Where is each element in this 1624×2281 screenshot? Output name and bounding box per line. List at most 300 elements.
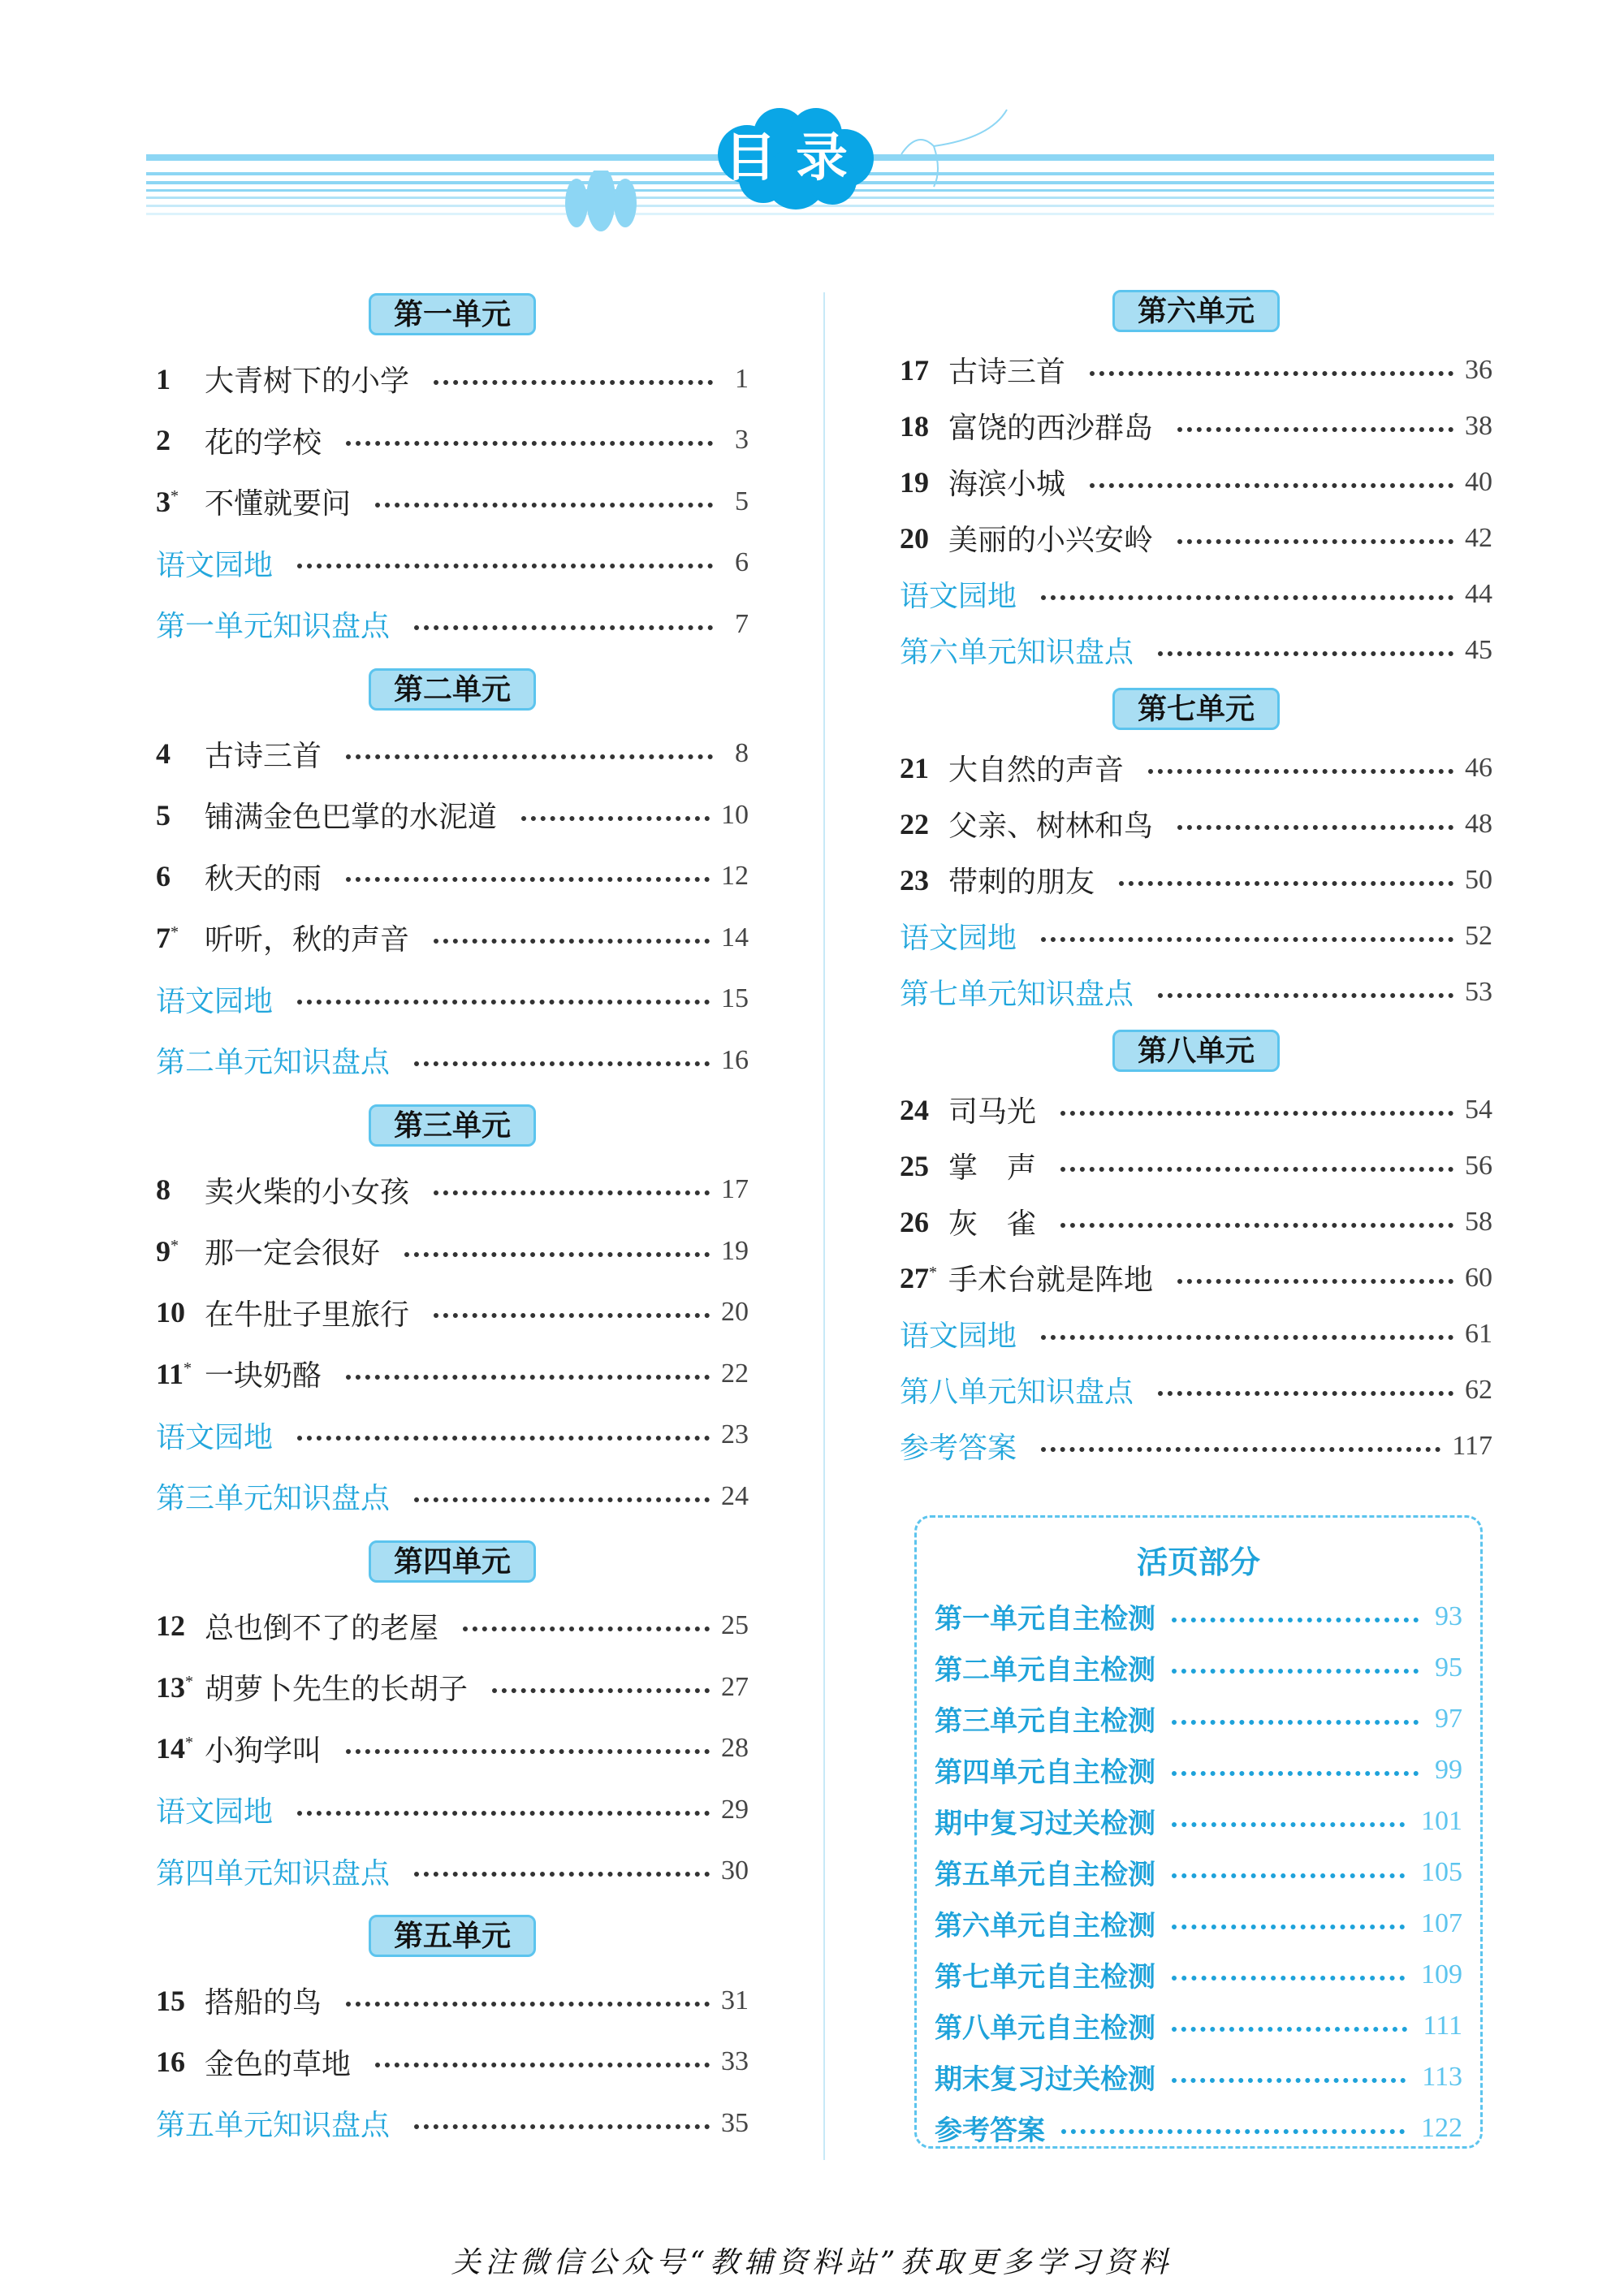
entry-page: 24: [721, 1480, 749, 1511]
entry-title: 富饶的西沙群岛: [948, 412, 1154, 445]
toc-entry[interactable]: [900, 1250, 1492, 1306]
entry-star: *: [184, 1359, 192, 1377]
unit-badge: 第三单元: [369, 1104, 536, 1147]
entry-title: 卖火柴的小女孩: [205, 1175, 410, 1209]
dot-leader: [1172, 1822, 1405, 1827]
entry-page: 40: [1465, 466, 1492, 497]
entry-title: 胡萝卜先生的长胡子: [205, 1673, 469, 1707]
entry-title: 掌 声: [948, 1151, 1037, 1185]
dot-leader: [414, 1497, 710, 1502]
entry-page: 56: [1465, 1150, 1492, 1181]
dot-leader: [1172, 1771, 1419, 1776]
toc-left-column: [156, 280, 749, 2154]
entry-title: 古诗三首: [948, 356, 1066, 389]
dot-leader: [1041, 1447, 1440, 1452]
entry-title: 美丽的小兴安岭: [948, 524, 1154, 557]
entry-title: 带刺的朋友: [948, 866, 1095, 899]
entry-number: [156, 1357, 205, 1391]
entry-number: [156, 485, 205, 519]
dot-leader: [1177, 825, 1453, 830]
toc-right-column: [900, 280, 1492, 1474]
toc-entry[interactable]: [156, 1343, 749, 1405]
entry-title: 语文园地: [900, 580, 1017, 613]
entry-number-text: 6: [156, 860, 171, 893]
dot-leader: [1158, 651, 1453, 656]
unit-heading: [900, 678, 1492, 740]
entry-number: [156, 921, 205, 955]
entry-page: 38: [1465, 410, 1492, 441]
entry-number-text: 23: [900, 863, 929, 896]
dot-leader: [297, 564, 713, 568]
entry-page: 44: [1465, 578, 1492, 609]
entry-title: 语文园地: [156, 548, 274, 582]
toc-entry[interactable]: [900, 622, 1492, 678]
entry-number: [900, 521, 948, 555]
entry-number: [900, 1093, 948, 1127]
dot-leader: [1172, 2027, 1407, 2032]
entry-number: [156, 1731, 205, 1765]
entry-number-text: 20: [900, 521, 929, 555]
dot-leader: [1119, 881, 1453, 886]
entry-title: 秋天的雨: [205, 862, 322, 896]
entry-page: 113: [1422, 2061, 1462, 2092]
toc-entry[interactable]: [900, 1418, 1492, 1474]
entry-title: 海滨小城: [948, 468, 1066, 501]
entry-number-text: 3: [156, 485, 171, 518]
entry-page: 30: [721, 1855, 749, 1886]
entry-title: 灰 雀: [948, 1207, 1037, 1241]
entry-title: 第七单元知识盘点: [900, 978, 1134, 1011]
entry-star: *: [185, 1734, 193, 1752]
dot-leader: [1060, 1167, 1453, 1172]
toc-entry[interactable]: [156, 1030, 749, 1091]
toc-entry[interactable]: [900, 852, 1492, 908]
entry-title: 期中复习过关检测: [935, 1808, 1155, 1840]
dot-leader: [1060, 1223, 1453, 1228]
toc-entry[interactable]: [156, 784, 749, 846]
entry-page: 28: [721, 1733, 749, 1764]
entry-page: 53: [1465, 976, 1492, 1007]
dot-leader: [463, 1627, 710, 1631]
entry-number: [900, 751, 948, 785]
entry-title: 第四单元知识盘点: [156, 1856, 391, 1890]
toc-entry[interactable]: [156, 471, 749, 533]
unit-badge: 第二单元: [369, 668, 536, 711]
entry-page: 20: [721, 1297, 749, 1328]
toc-entry[interactable]: [900, 566, 1492, 622]
toc-entry[interactable]: [156, 1970, 749, 2032]
entry-page: 22: [721, 1358, 749, 1389]
toc-entry[interactable]: [900, 342, 1492, 398]
dot-leader: [1172, 1720, 1419, 1725]
entry-number-text: 25: [900, 1149, 929, 1182]
entry-number-text: 5: [156, 798, 171, 832]
dot-leader: [434, 939, 710, 944]
entry-number-text: 15: [156, 1984, 185, 2017]
entry-title: 第一单元自主检测: [935, 1603, 1155, 1635]
entry-page: 16: [721, 1044, 749, 1075]
flower-decoration-icon: [560, 171, 641, 252]
loose-leaf-entry[interactable]: [935, 2000, 1462, 2051]
entry-page: 17: [721, 1174, 749, 1205]
entry-page: 95: [1435, 1652, 1462, 1683]
entry-number: [156, 2045, 205, 2079]
unit-badge: 第七单元: [1112, 688, 1280, 730]
dot-leader: [346, 1375, 710, 1380]
entry-number-text: 12: [156, 1609, 185, 1643]
toc-entry[interactable]: [900, 1082, 1492, 1138]
dot-leader: [346, 2002, 710, 2007]
toc-entry[interactable]: [156, 969, 749, 1030]
dot-leader: [297, 1811, 710, 1816]
toc-entry[interactable]: [156, 1405, 749, 1467]
dot-leader: [1158, 993, 1453, 998]
dot-leader: [297, 1436, 710, 1441]
entry-page: 27: [721, 1671, 749, 1702]
toc-entry[interactable]: [900, 740, 1492, 796]
toc-entry[interactable]: [900, 796, 1492, 852]
toc-entry[interactable]: [156, 907, 749, 969]
entry-number: [156, 1670, 205, 1704]
entry-number: [156, 1173, 205, 1207]
entry-page: 6: [735, 547, 749, 578]
dot-leader: [346, 877, 710, 882]
loose-leaf-title: 活页部分: [1136, 1544, 1260, 1580]
entry-title: 参考答案: [900, 1432, 1017, 1465]
entry-title: 司马光: [948, 1095, 1037, 1129]
unit-badge: 第八单元: [1112, 1030, 1280, 1072]
dot-leader: [521, 816, 710, 821]
unit-heading: [156, 1902, 749, 1970]
entry-number: [156, 423, 205, 457]
entry-page: 111: [1423, 2010, 1462, 2041]
entry-star: *: [171, 1236, 179, 1255]
unit-badge: 第四单元: [369, 1540, 536, 1583]
entry-number-text: 1: [156, 362, 171, 395]
loose-leaf-entry[interactable]: [935, 2051, 1462, 2102]
toc-entry[interactable]: [900, 964, 1492, 1020]
toc-entry[interactable]: [156, 1220, 749, 1282]
toc-entry[interactable]: [900, 454, 1492, 510]
entry-number: [156, 1234, 205, 1268]
entry-number: [900, 863, 948, 897]
unit-heading: [900, 280, 1492, 342]
toc-entry[interactable]: [156, 348, 749, 410]
entry-number-text: 14: [156, 1732, 185, 1765]
toc-entry[interactable]: [156, 1779, 749, 1841]
entry-number-text: 2: [156, 424, 171, 457]
dot-leader: [346, 754, 713, 759]
entry-title: 参考答案: [935, 2115, 1045, 2147]
unit-badge: 第六单元: [1112, 290, 1280, 332]
toc-entry[interactable]: [156, 724, 749, 785]
entry-page: 15: [721, 983, 749, 1014]
dot-leader: [1172, 1669, 1419, 1674]
toc-entry[interactable]: [156, 846, 749, 908]
entry-page: 61: [1465, 1318, 1492, 1349]
entry-page: 62: [1465, 1374, 1492, 1405]
loose-leaf-entry[interactable]: [935, 1642, 1462, 1693]
entry-number-text: 27: [900, 1261, 929, 1294]
dot-leader: [1177, 539, 1453, 544]
entry-page: 54: [1465, 1094, 1492, 1125]
entry-number-text: 11: [156, 1357, 184, 1390]
entry-title: 一块奶酪: [205, 1359, 322, 1393]
entry-page: 50: [1465, 864, 1492, 895]
entry-page: 7: [735, 608, 749, 639]
toc-entry[interactable]: [900, 908, 1492, 964]
toc-entry[interactable]: [156, 1282, 749, 1344]
dot-leader: [404, 1252, 710, 1257]
entry-title: 总也倒不了的老屋: [205, 1611, 439, 1645]
unit-badge: 第一单元: [369, 293, 536, 335]
entry-page: 1: [735, 363, 749, 394]
toc-entry[interactable]: [156, 1160, 749, 1221]
entry-page: 8: [735, 738, 749, 769]
entry-number-text: 9: [156, 1234, 171, 1268]
dot-leader: [414, 1872, 710, 1877]
unit-heading: [156, 1527, 749, 1596]
entry-page: 33: [721, 2046, 749, 2077]
entry-page: 97: [1435, 1703, 1462, 1734]
entry-page: 5: [735, 486, 749, 516]
entry-number: [900, 807, 948, 841]
toc-entry[interactable]: [900, 1306, 1492, 1362]
entry-title: 古诗三首: [205, 739, 322, 773]
entry-page: 36: [1465, 354, 1492, 385]
entry-number: [900, 409, 948, 443]
entry-number: [900, 353, 948, 387]
loose-leaf-entry[interactable]: [935, 1898, 1462, 1949]
entry-page: 93: [1435, 1601, 1462, 1631]
entry-title: 在牛肚子里旅行: [205, 1298, 410, 1332]
dot-leader: [434, 1313, 710, 1318]
entry-title: 大青树下的小学: [205, 365, 410, 399]
dot-leader: [1172, 1618, 1419, 1622]
entry-title: 搭船的鸟: [205, 1986, 322, 2020]
entry-page: 109: [1421, 1959, 1462, 1989]
dot-leader: [346, 1749, 710, 1754]
entry-number: [156, 737, 205, 771]
entry-page: 42: [1465, 522, 1492, 553]
dot-leader: [1090, 483, 1453, 488]
entry-title: 第三单元知识盘点: [156, 1482, 391, 1516]
dot-leader: [1148, 769, 1453, 774]
entry-title: 语文园地: [900, 1320, 1017, 1353]
entry-title: 大自然的声音: [948, 754, 1125, 787]
dot-leader: [434, 380, 713, 385]
entry-number-text: 17: [900, 353, 929, 387]
entry-number: [900, 1261, 948, 1295]
entry-number: [156, 1295, 205, 1329]
entry-page: 117: [1452, 1430, 1492, 1461]
entry-number-text: 26: [900, 1205, 929, 1238]
entry-page: 19: [721, 1235, 749, 1266]
entry-page: 29: [721, 1794, 749, 1825]
loose-leaf-box: [914, 1515, 1483, 2149]
entry-number: [156, 1984, 205, 2018]
toc-entry[interactable]: [900, 510, 1492, 566]
dot-leader: [492, 1688, 710, 1693]
dot-leader: [1172, 1873, 1405, 1878]
toc-entry[interactable]: [900, 1362, 1492, 1418]
toc-entry[interactable]: [156, 1596, 749, 1657]
entry-title: 铺满金色巴掌的水泥道: [205, 801, 498, 835]
entry-number-text: 16: [156, 2046, 185, 2079]
toc-entry[interactable]: [156, 2032, 749, 2093]
entry-title: 第七单元自主检测: [935, 1961, 1155, 1994]
toc-entry[interactable]: [900, 1194, 1492, 1250]
dot-leader: [434, 1190, 710, 1195]
dot-leader: [1041, 937, 1453, 942]
entry-number: [900, 1205, 948, 1239]
loose-leaf-entry[interactable]: [935, 1795, 1462, 1847]
entry-page: 99: [1435, 1754, 1462, 1785]
entry-title: 花的学校: [205, 426, 322, 460]
entry-page: 10: [721, 799, 749, 830]
entry-title: 第六单元知识盘点: [900, 636, 1134, 669]
dot-leader: [414, 1061, 710, 1066]
entry-star: *: [185, 1672, 193, 1691]
entry-title: 第六单元自主检测: [935, 1910, 1155, 1942]
entry-page: 52: [1465, 920, 1492, 951]
toc-entry[interactable]: [156, 2093, 749, 2154]
dot-leader: [1041, 595, 1453, 600]
dot-leader: [1060, 1111, 1453, 1116]
dot-leader: [1158, 1391, 1453, 1396]
entry-page: 31: [721, 1985, 749, 2015]
entry-page: 46: [1465, 752, 1492, 783]
dot-leader: [1177, 427, 1453, 432]
entry-title: 第八单元知识盘点: [900, 1376, 1134, 1409]
toc-entry[interactable]: [156, 533, 749, 594]
toc-entry[interactable]: [900, 1138, 1492, 1194]
dot-leader: [375, 2063, 710, 2067]
dot-leader: [1172, 2078, 1406, 2083]
toc-entry[interactable]: [156, 1841, 749, 1903]
entry-page: 101: [1421, 1805, 1462, 1836]
dot-leader: [346, 441, 713, 446]
entry-star: *: [929, 1263, 937, 1281]
entry-page: 60: [1465, 1262, 1492, 1293]
swirl-decoration-icon: [893, 106, 1023, 195]
loose-leaf-entry[interactable]: [935, 1949, 1462, 2000]
entry-page: 3: [735, 425, 749, 456]
unit-badge: 第五单元: [369, 1915, 536, 1957]
entry-number-text: 18: [900, 409, 929, 443]
entry-number: [156, 1609, 205, 1643]
entry-title: 不懂就要问: [205, 487, 352, 521]
entry-number-text: 21: [900, 751, 929, 784]
entry-number-text: 4: [156, 737, 171, 771]
dot-leader: [414, 2124, 710, 2129]
entry-star: *: [171, 486, 179, 505]
entry-number: [156, 362, 205, 396]
dot-leader: [1177, 1279, 1453, 1284]
unit-heading: [900, 1020, 1492, 1082]
entry-title: 小狗学叫: [205, 1734, 322, 1768]
entry-number-text: 19: [900, 465, 929, 499]
header-banner: [146, 106, 1510, 268]
toc-entry[interactable]: [156, 1466, 749, 1527]
dot-leader: [297, 1000, 710, 1004]
entry-title: 第二单元知识盘点: [156, 1046, 391, 1080]
entry-title: 语文园地: [156, 1795, 274, 1830]
loose-leaf-entry[interactable]: [935, 1693, 1462, 1744]
entry-number-text: 8: [156, 1173, 171, 1207]
entry-title: 第五单元知识盘点: [156, 2109, 391, 2143]
dot-leader: [1041, 1335, 1453, 1340]
entry-title: 第二单元自主检测: [935, 1654, 1155, 1687]
entry-number: [900, 1149, 948, 1183]
entry-number: [156, 798, 205, 832]
entry-title: 第五单元自主检测: [935, 1859, 1155, 1891]
toc-entry[interactable]: [156, 594, 749, 655]
entry-page: 23: [721, 1419, 749, 1450]
entry-page: 25: [721, 1610, 749, 1641]
entry-number: [156, 859, 205, 893]
entry-page: 14: [721, 922, 749, 953]
entry-page: 122: [1421, 2112, 1462, 2143]
loose-leaf-entry[interactable]: [935, 1744, 1462, 1795]
dot-leader: [1061, 2129, 1405, 2134]
entry-title: 第八单元自主检测: [935, 2012, 1155, 2045]
entry-title: 听听，秋的声音: [205, 923, 410, 957]
entry-page: 105: [1421, 1856, 1462, 1887]
entry-page: 107: [1421, 1907, 1462, 1938]
entry-number-text: 13: [156, 1670, 185, 1704]
dot-leader: [375, 503, 713, 508]
entry-star: *: [171, 922, 179, 941]
unit-heading: [156, 655, 749, 724]
loose-leaf-entry[interactable]: [935, 2102, 1462, 2154]
column-divider: [823, 292, 825, 2160]
entry-number: [900, 465, 948, 499]
toc-entry[interactable]: [156, 1718, 749, 1780]
toc-entry[interactable]: [900, 398, 1492, 454]
loose-leaf-entry[interactable]: [935, 1847, 1462, 1898]
entry-page: 48: [1465, 808, 1492, 839]
entry-number-text: 22: [900, 807, 929, 840]
entry-title: 第四单元自主检测: [935, 1756, 1155, 1789]
entry-number-text: 10: [156, 1296, 185, 1329]
unit-heading: [156, 1091, 749, 1160]
entry-page: 12: [721, 861, 749, 892]
toc-entry[interactable]: [156, 410, 749, 472]
entry-number-text: 24: [900, 1093, 929, 1126]
dot-leader: [1172, 1976, 1405, 1981]
entry-title: 语文园地: [156, 984, 274, 1018]
entry-title: 第一单元知识盘点: [156, 610, 391, 644]
unit-heading: [156, 280, 749, 348]
loose-leaf-entry[interactable]: [935, 1591, 1462, 1642]
entry-page: 58: [1465, 1206, 1492, 1237]
entry-title: 手术台就是阵地: [948, 1264, 1154, 1297]
entry-title: 第三单元自主检测: [935, 1705, 1155, 1738]
entry-title: 金色的草地: [205, 2047, 352, 2081]
toc-entry[interactable]: [156, 1657, 749, 1718]
entry-number-text: 7: [156, 921, 171, 954]
entry-page: 45: [1465, 634, 1492, 665]
dot-leader: [1172, 1925, 1405, 1929]
entry-page: 35: [721, 2107, 749, 2138]
entry-title: 父亲、树林和鸟: [948, 810, 1154, 843]
dot-leader: [1090, 371, 1453, 376]
page-title: 目录: [724, 128, 867, 188]
entry-title: 那一定会很好: [205, 1237, 381, 1271]
entry-title: 语文园地: [900, 922, 1017, 955]
dot-leader: [414, 625, 713, 630]
